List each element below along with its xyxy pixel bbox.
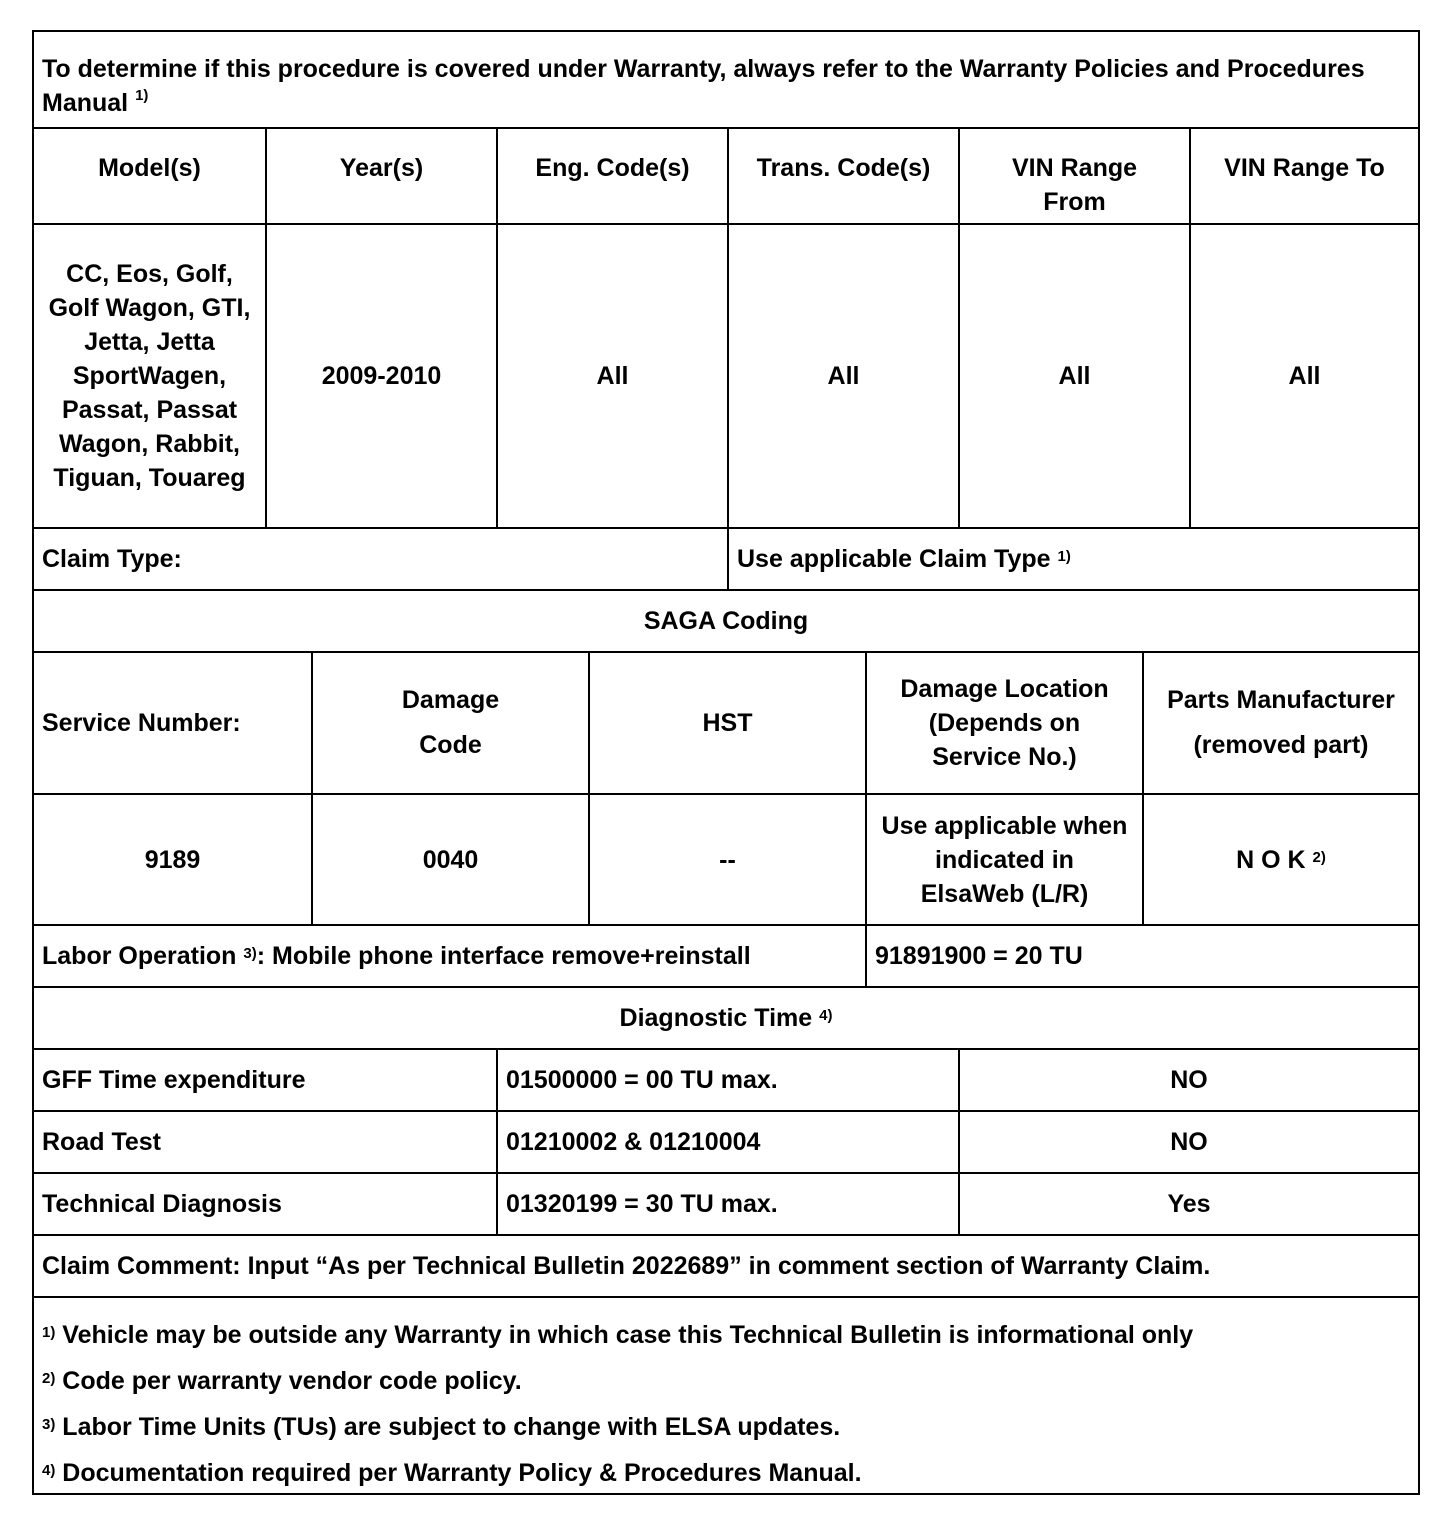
vehicle-row (34, 225, 1418, 529)
col-header-models: Model(s) (98, 154, 201, 182)
claim-type-value-text: Use applicable Claim Type (737, 545, 1051, 573)
claim-type-row (34, 529, 1418, 591)
diagnostic-value: NO (958, 1112, 1418, 1172)
trans-codes-cell: All (727, 225, 958, 527)
claim-type-value: Use applicable Claim Type $^{1)}$ (727, 529, 1418, 589)
diagnostic-title-row (34, 988, 1418, 1050)
footnotes (34, 1298, 1418, 1493)
diagnostic-label: Technical Diagnosis (42, 1190, 282, 1218)
diagnostic-label: GFF Time expenditure (42, 1066, 306, 1094)
claim-comment-row (34, 1236, 1418, 1298)
warranty-notice-sup: 1) (135, 86, 149, 104)
saga-title-row (34, 591, 1418, 653)
years-cell: 2009-2010 (265, 225, 496, 527)
saga-header-damage-location: Damage Location (Depends on Service No.) (865, 653, 1142, 793)
claim-comment: Claim Comment: Input “As per Technical Bulletin 2022689” in comment section of Warranty Claim. (42, 1252, 1211, 1280)
diagnostic-value: NO (958, 1050, 1418, 1110)
footnote-text: Code per warranty vendor code policy. (62, 1367, 522, 1395)
col-header-trans-codes: Trans. Code(s) (727, 129, 958, 223)
col-header-eng-codes: Eng. Code(s) (496, 129, 727, 223)
saga-header-row (34, 653, 1418, 795)
warranty-notice-text: To determine if this procedure is covered under Warranty, always refer to the Warranty Policies and Procedures Manual (42, 55, 1365, 117)
vin-from-cell: All (958, 225, 1189, 527)
damage-code-value: 0040 (311, 795, 588, 924)
diagnostic-row (34, 1174, 1418, 1236)
col-header-years: Year(s) (265, 129, 496, 223)
diagnostic-code: 01500000 = 00 TU max. (496, 1050, 958, 1110)
labor-label-text: Labor Operation (42, 942, 237, 970)
footnote-text: Labor Time Units (TUs) are subject to change with ELSA updates. (62, 1413, 841, 1441)
diagnostic-code: 01210002 & 01210004 (496, 1112, 958, 1172)
hst-value: -- (588, 795, 865, 924)
warranty-notice (34, 32, 1418, 127)
col-header-vin-to: VIN Range To (1189, 129, 1418, 223)
labor-operation-code: 91891900 = 20 TU (865, 926, 1418, 986)
footnote-text: Vehicle may be outside any Warranty in which case this Technical Bulletin is informational only (62, 1321, 1194, 1349)
saga-title: SAGA Coding (643, 607, 809, 635)
col-header-vin-from: VIN Range From (958, 129, 1189, 223)
diagnostic-label: Road Test (42, 1128, 161, 1156)
diagnostic-code: 01320199 = 30 TU max. (496, 1174, 958, 1234)
service-number-value: 9189 (144, 845, 201, 874)
diagnostic-title-text: Diagnostic Time (619, 1004, 813, 1032)
diagnostic-row (34, 1112, 1418, 1174)
footnote: $^{3)}$ Labor Time Units (TUs) are subject to change with ELSA updates. (34, 1404, 1418, 1450)
saga-header-parts-manufacturer: Parts Manufacturer (removed part) (1142, 653, 1418, 793)
footnote: $^{2)}$ Code per warranty vendor code policy. (34, 1358, 1418, 1404)
claim-type-label: Claim Type: (42, 545, 182, 573)
footnote: $^{4)}$ Documentation required per Warranty Policy & Procedures Manual. (34, 1450, 1418, 1496)
footnote-text: Documentation required per Warranty Policy & Procedures Manual. (62, 1459, 862, 1487)
diagnostic-title: Diagnostic Time $^{4)}$ (34, 988, 1418, 1048)
vin-to-cell: All (1189, 225, 1418, 527)
eng-codes-cell: All (496, 225, 727, 527)
labor-description: : Mobile phone interface remove+reinstall (256, 942, 751, 970)
saga-header-damage-code: Damage Code (311, 653, 588, 793)
warranty-table (32, 30, 1420, 1495)
saga-values-row (34, 795, 1418, 926)
damage-location-value: Use applicable when indicated in ElsaWeb (L/R) (865, 795, 1142, 924)
diagnostic-row (34, 1050, 1418, 1112)
labor-operation-row (34, 926, 1418, 988)
header-row (34, 32, 1418, 129)
saga-header-hst: HST (588, 653, 865, 793)
diagnostic-value: Yes (958, 1174, 1418, 1234)
column-header-row (34, 129, 1418, 225)
saga-header-service-number: Service Number: (42, 709, 241, 737)
labor-operation-label: Labor Operation $^{3)}$ : Mobile phone interface remove+reinstall (34, 926, 865, 986)
models-cell: CC, Eos, Golf, Golf Wagon, GTI, Jetta, Jetta SportWagen, Passat, Passat Wagon, Rabbit, Tiguan, Touareg (48, 260, 251, 492)
parts-manufacturer-value: N O K $^{2)}$ (1142, 795, 1418, 924)
footnote: $^{1)}$ Vehicle may be outside any Warranty in which case this Technical Bulletin is informational only (34, 1312, 1418, 1358)
parts-manufacturer-text: N O K (1236, 845, 1306, 874)
